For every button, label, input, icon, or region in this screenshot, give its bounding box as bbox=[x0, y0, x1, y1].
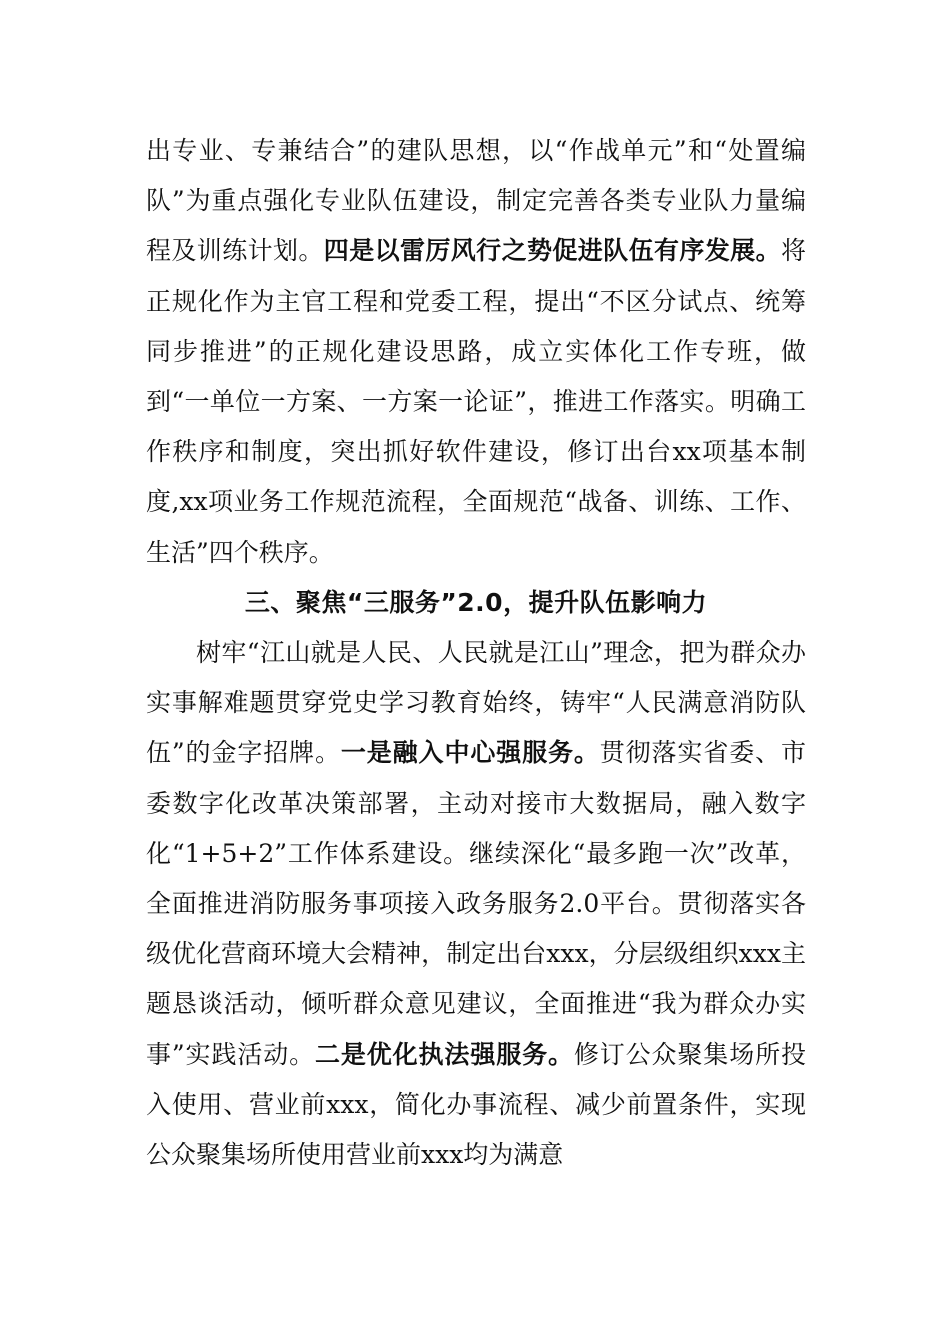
paragraph-text: 贯彻落实省委、市委数字化改革决策部署，主动对接市大数据局，融入数字化“1+5+2”工作体系建设。继续深化“最多跑一次”改革，全面推进消防服务事项接入政务服务2.0平台。贯彻落实各级优化营商环境大会精神，制定出台xxx，分层级组织xxx主题恳谈活动，倾听群众意见建议，全面推进“我为群众办实事”实践活动。 bbox=[146, 738, 806, 1069]
paragraph-three-services bbox=[146, 628, 806, 1180]
paragraph-text: 修订公众聚集场所投入使用、营业前xxx，简化办事流程、减少前置条件，实现公众聚集场所使用营业前xxx均为满意 bbox=[146, 1039, 806, 1170]
document-page bbox=[146, 126, 806, 1180]
bold-point-one: 一是融入中心强服务。 bbox=[340, 738, 600, 768]
paragraph-text: 出专业、专兼结合”的建队思想，以“作战单元”和“处置编队”为重点强化专业队伍建设，制定完善各类专业队力量编程及训练计划。 bbox=[146, 136, 806, 266]
paragraph-queue-building bbox=[146, 126, 806, 578]
bold-point-two: 二是优化执法强服务。 bbox=[315, 1039, 574, 1069]
bold-point-four: 四是以雷厉风行之势促进队伍有序发展。 bbox=[323, 236, 781, 266]
paragraph-text: 树牢“江山就是人民、人民就是江山”理念，把为群众办实事解难题贯穿党史学习教育始终，铸牢“人民满意消防队伍”的金字招牌。 bbox=[146, 638, 806, 768]
paragraph-text: 将正规化作为主官工程和党委工程，提出“不区分试点、统筹同步推进”的正规化建设思路，成立实体化工作专班，做到“一单位一方案、一方案一论证”，推进工作落实。明确工作秩序和制度，突出抓好软件建设，修订出台xx项基本制度,xx项业务工作规范流程，全面规范“战备、训练、工作、生活”四个秩序。 bbox=[146, 236, 806, 567]
section-heading-three: 三、聚焦“三服务”2.0，提升队伍影响力 bbox=[244, 587, 708, 617]
